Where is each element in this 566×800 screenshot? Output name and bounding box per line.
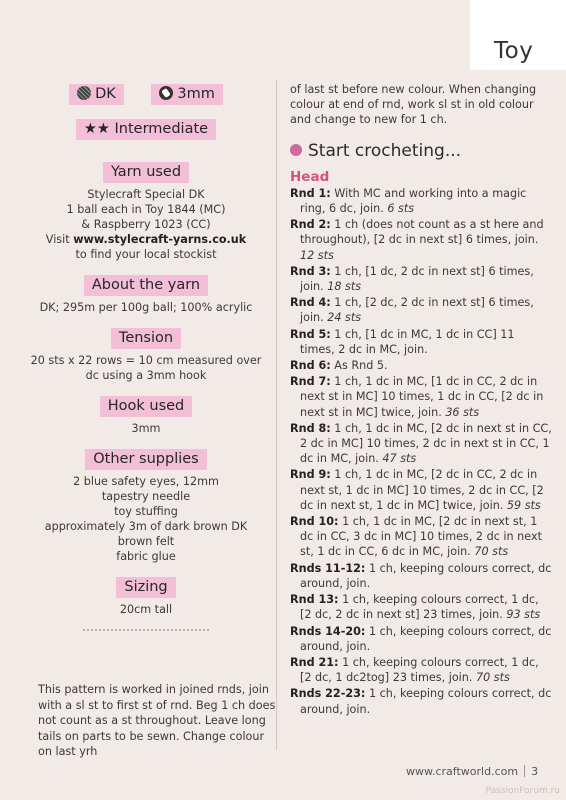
round-label: Rnd 6: (290, 359, 331, 373)
round-instruction (290, 217, 552, 263)
hook-value: 3mm (177, 86, 215, 102)
round-label: Rnd 4: (290, 296, 331, 310)
stitch-count: 59 sts (506, 498, 541, 512)
yarn-line: Stylecraft Special DK (87, 188, 205, 201)
weight-value: DK (95, 86, 116, 102)
tension-line: 20 sts x 22 rows = 10 cm measured over (30, 354, 262, 367)
yarn-line: & Raspberry 1023 (CC) (81, 218, 211, 231)
dotted-divider (83, 629, 209, 631)
round-text: As Rnd 5. (330, 359, 388, 373)
pattern-intro: This pattern is worked in joined rnds, join with a sl st to first st of rnd. Beg 1 ch does not count as a st throughout. Leave long tails on parts to be sewn. Change colour on last yrh (38, 683, 276, 758)
round-instruction (290, 655, 552, 685)
round-instruction (290, 467, 552, 513)
hook-used-heading: Hook used (100, 396, 193, 417)
round-label: Rnd 10: (290, 515, 339, 529)
visit-text: Visit (45, 233, 70, 246)
supply-item: toy stuffing (114, 505, 178, 518)
instructions-column (290, 82, 552, 717)
supply-item: brown felt (117, 535, 175, 548)
round-label: Rnd 3: (290, 264, 331, 278)
round-text: 1 ch (does not count as a st here and throughout), [2 dc in next st] 6 times, join. (300, 218, 544, 247)
stitch-count: 70 sts (475, 671, 510, 685)
hook-used-text: 3mm (131, 422, 161, 435)
round-instruction (290, 561, 552, 591)
round-instruction (290, 686, 552, 716)
sizing-section (20, 577, 272, 617)
column-divider (276, 80, 277, 750)
round-instruction (290, 624, 552, 654)
round-text: 1 ch, [1 dc in MC, 1 dc in CC] 11 times, 2 dc in MC, join. (300, 327, 515, 356)
round-text: 1 ch, [1 dc, 2 dc in next st] 6 times, join. (300, 264, 534, 294)
hook-badge (151, 84, 222, 105)
round-label: Rnds 22-23: (290, 687, 366, 701)
bullet-icon (290, 144, 302, 156)
weight-badge (69, 84, 124, 105)
footer-separator (524, 765, 525, 777)
stitch-count: 24 sts (327, 311, 362, 325)
about-yarn-section (20, 275, 272, 315)
round-instruction (290, 186, 552, 216)
round-label: Rnd 5: (290, 327, 331, 341)
round-text: 1 ch, keeping colours correct, 1 dc, [2 dc, 2 dc in next st] 23 times, join. (300, 593, 539, 622)
round-label: Rnds 11-12: (290, 561, 366, 575)
tension-heading: Tension (111, 328, 181, 349)
yarn-ball-icon (77, 86, 91, 100)
sizing-text: 20cm tall (119, 603, 173, 616)
round-text: 1 ch, keeping colours correct, dc around, join. (300, 561, 552, 590)
start-crocheting-text: Start crocheting... (308, 140, 462, 161)
round-instruction (290, 264, 552, 294)
stitch-count: 93 sts (506, 608, 541, 622)
stitch-count: 12 sts (300, 248, 334, 262)
watermark-text: PassionForum.ru (485, 786, 560, 796)
supply-item: approximately 3m of dark brown DK (44, 520, 248, 533)
round-text: 1 ch, 1 dc in MC, [2 dc in CC, 2 dc in next st, 1 dc in MC] 10 times, 2 dc in CC, [2 dc in next st, 1 dc in MC] twice, join. (300, 468, 544, 512)
intro-continued: of last st before new colour. When changing colour at end of rnd, work sl st in old colour and change to new for 1 ch. (290, 83, 537, 127)
round-label: Rnd 2: (290, 218, 331, 232)
round-text: 1 ch, 1 dc in MC, [2 dc in next st in CC, 2 dc in MC] 10 times, 2 dc in next st in CC, 1 dc in MC, join. (300, 421, 552, 466)
hook-used-section (20, 396, 272, 436)
round-label: Rnd 7: (290, 375, 331, 389)
page-footer (406, 765, 538, 778)
supply-item: 2 blue safety eyes, 12mm (73, 475, 219, 488)
round-text: 1 ch, 1 dc in MC, [2 dc in next st, 1 dc in CC, 3 dc in MC] 10 times, 2 dc in next st, 1 dc in CC, 6 dc in MC, join. (300, 515, 542, 559)
head-section-title: Head (290, 168, 330, 185)
round-label: Rnd 13: (290, 593, 339, 607)
stitch-count: 18 sts (327, 280, 362, 294)
round-text: 1 ch, keeping colours correct, dc around, join. (300, 687, 552, 716)
page-title-tab (470, 0, 566, 70)
yarn-line: to find your local stockist (75, 248, 217, 261)
stitch-count: 70 sts (474, 545, 509, 559)
tension-line: dc using a 3mm hook (85, 369, 207, 382)
sizing-heading: Sizing (116, 577, 175, 598)
stitch-count: 36 sts (445, 405, 480, 419)
round-list (290, 186, 552, 717)
yarn-meta-row (20, 84, 272, 105)
page-title: Toy (494, 38, 534, 64)
page-number: 3 (531, 765, 539, 778)
footer-url[interactable]: www.craftworld.com (406, 765, 519, 778)
yarn-line: 1 ball each in Toy 1844 (MC) (66, 203, 226, 216)
stylecraft-link[interactable]: www.stylecraft-yarns.co.uk (73, 233, 247, 246)
pattern-info-column (20, 78, 272, 631)
round-instruction (290, 327, 552, 357)
start-crocheting-heading (290, 140, 552, 162)
round-label: Rnd 21: (290, 655, 339, 669)
about-yarn-heading: About the yarn (84, 275, 208, 296)
round-label: Rnd 9: (290, 468, 331, 482)
round-text: 1 ch, keeping colours correct, 1 dc, [2 dc, 1 dc2tog] 23 times, join. (300, 655, 539, 685)
round-text: With MC and working into a magic ring, 6 dc, join. (300, 186, 527, 216)
supply-item: tapestry needle (101, 490, 191, 503)
stitch-count: 47 sts (382, 452, 417, 466)
round-label: Rnd 8: (290, 421, 331, 435)
round-label: Rnds 14-20: (290, 624, 366, 638)
difficulty-badge: ★★ Intermediate (76, 119, 216, 140)
round-text: 1 ch, 1 dc in MC, [1 dc in CC, 2 dc in next st in MC] 10 times, 1 dc in CC, [2 dc in next st in MC] twice, join. (300, 375, 544, 419)
tension-section (20, 328, 272, 383)
round-instruction (290, 374, 552, 420)
other-supplies-heading: Other supplies (85, 449, 206, 470)
crochet-hook-icon (159, 86, 173, 100)
round-instruction (290, 514, 552, 560)
round-instruction (290, 421, 552, 467)
about-yarn-text: DK; 295m per 100g ball; 100% acrylic (39, 301, 253, 314)
yarn-used-heading: Yarn used (103, 162, 189, 183)
yarn-used-section (20, 162, 272, 262)
round-instruction (290, 358, 552, 373)
round-label: Rnd 1: (290, 186, 331, 200)
supply-item: fabric glue (116, 550, 176, 563)
round-text: 1 ch, [2 dc, 2 dc in next st] 6 times, join. (300, 296, 534, 325)
round-instruction (290, 295, 552, 325)
other-supplies-section (20, 449, 272, 564)
round-text: 1 ch, keeping colours correct, dc around, join. (300, 624, 552, 653)
round-instruction (290, 592, 552, 622)
stitch-count: 6 sts (387, 202, 415, 216)
